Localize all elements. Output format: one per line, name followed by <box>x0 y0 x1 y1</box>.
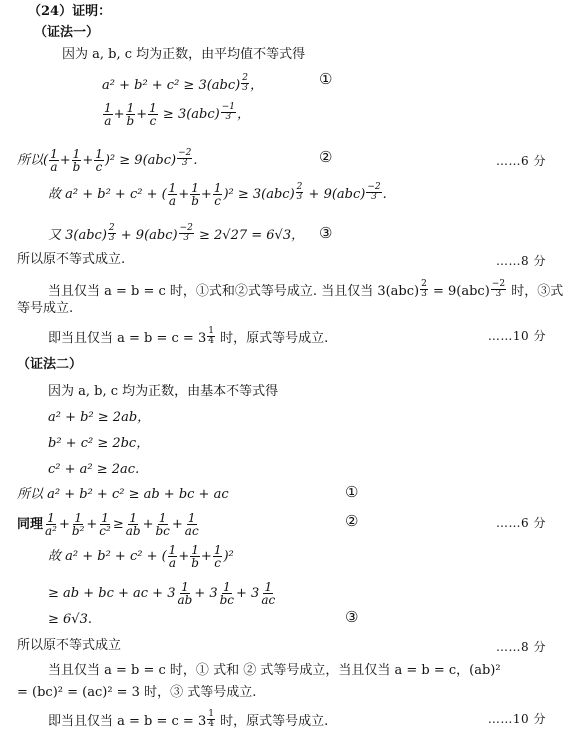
m2-ineq1: a² + b² ≥ 2ab， <box>48 410 151 425</box>
m2-equality-1b: = (bc)² = (ac)² = 3 时，③ 式等号成立. <box>17 685 257 700</box>
method2-title: （证法二） <box>17 357 83 372</box>
score-10: ……10 分 <box>487 329 546 343</box>
mark-1b: ① <box>345 483 359 501</box>
mark-2b: ② <box>345 512 359 530</box>
m1-equality-1: 当且仅当 a = b = c 时，①式和②式等号成立. 当且仅当 3(abc) $\frac{2}{3}$ = 9(abc) $\frac{-2}{3}$ 时，③式 <box>48 279 564 299</box>
m2-ineq2: b² + c² ≥ 2bc， <box>48 436 150 451</box>
method1-title: （证法一） <box>34 25 100 40</box>
score-6b: ……6 分 <box>496 516 546 530</box>
score-10b: ……10 分 <box>487 712 546 726</box>
m1-ineq2: $\frac{1}{a}$ + $\frac{1}{b}$ + $\frac{1}{c}$ ≥ 3(abc) $\frac{-1}{3}$ ， <box>104 101 251 128</box>
m1-gu-line: 故 a² + b² + c² + ( $\frac{1}{a}$ + $\frac{1}{b}$ + $\frac{1}{c}$ )² ≥ 3(abc) $\frac{2}{3}$ + 9(abc) $\frac{-2}{3}$ . <box>48 181 387 208</box>
mark-2: ② <box>319 148 333 166</box>
m2-equality-2: 即当且仅当 a = b = c = 3 $\frac{1}{4}$ 时，原式等号成立. <box>48 709 329 729</box>
m1-equality-1b: 等号成立. <box>17 301 74 316</box>
m2-ge-line2: ≥ 6√3. <box>48 612 92 627</box>
m2-ge-line1: ≥ ab + bc + ac + 3 $\frac{1}{ab}$ + 3 $\frac{1}{bc}$ + 3 $\frac{1}{ac}$ <box>48 580 276 607</box>
m1-ineq1: a² + b² + c² ≥ 3(abc) $\frac{2}{3}$ ， <box>102 73 263 93</box>
m2-tongli-line: 同理 $\frac{1}{\text{a²}}$ + $\frac{1}{\text{b²}}$ + $\frac{1}{\text{c²}}$ ≥ $\frac{1}{ab}$ + $\frac{1}{bc}$ + $\frac{1}{ac}$ <box>17 511 199 538</box>
score-8: ……8 分 <box>496 254 546 268</box>
method1-intro: 因为 a, b, c 均为正数，由平均值不等式得 <box>62 47 306 62</box>
m2-so-line: 所以 a² + b² + c² ≥ ab + bc + ac <box>17 487 229 502</box>
m2-equality-1: 当且仅当 a = b = c 时，① 式和 ② 式等号成立，当且仅当 a = b = c，(ab)² <box>48 663 501 678</box>
m1-so-line: 所以( $\frac{1}{a}$ + $\frac{1}{b}$ + $\frac{1}{c}$ )² ≥ 9(abc) $\frac{-2}{3}$ . <box>17 147 198 174</box>
m2-ineq3: c² + a² ≥ 2ac. <box>48 462 140 477</box>
score-8b: ……8 分 <box>496 640 546 654</box>
score-6: ……6 分 <box>496 154 546 168</box>
mark-3b: ③ <box>345 608 359 626</box>
solution-header: （24）证明： <box>28 4 112 19</box>
m1-holds: 所以原不等式成立. <box>17 252 126 267</box>
m1-you-line: 又 3(abc) $\frac{2}{3}$ + 9(abc) $\frac{-2}{3}$ ≥ 2√27 = 6√3， <box>48 223 305 243</box>
m2-holds: 所以原不等式成立 <box>17 638 122 653</box>
mark-1: ① <box>319 70 333 88</box>
exp-2-3: $\frac{2}{3}$ <box>242 73 248 93</box>
m2-gu-line: 故 a² + b² + c² + ( $\frac{1}{a}$ + $\frac{1}{b}$ + $\frac{1}{c}$ )² <box>48 543 234 570</box>
mark-3: ③ <box>319 224 333 242</box>
m1-equality-2: 即当且仅当 a = b = c = 3 $\frac{1}{4}$ 时，原式等号成立. <box>48 326 329 346</box>
method2-intro: 因为 a, b, c 均为正数，由基本不等式得 <box>48 384 279 399</box>
